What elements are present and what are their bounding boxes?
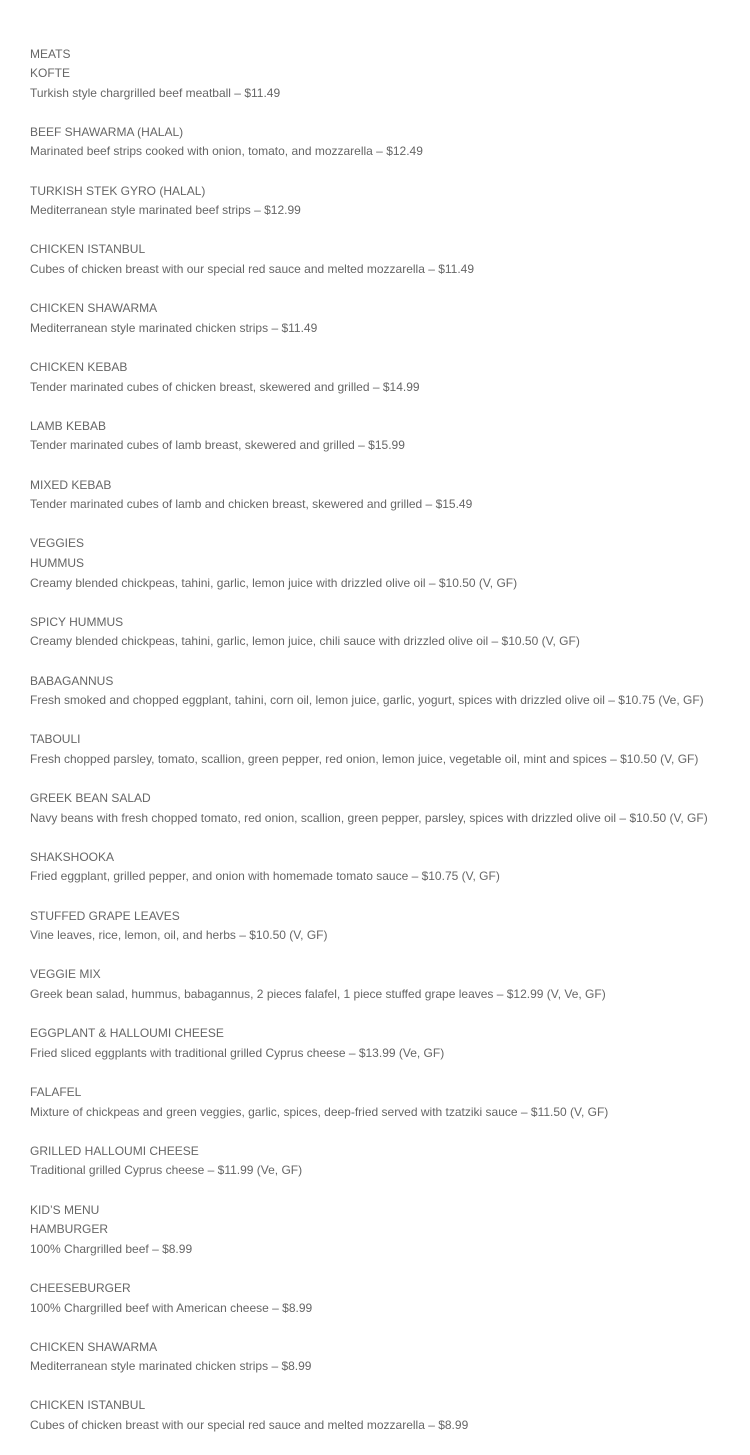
menu-item-description: Marinated beef strips cooked with onion, tomato, and mozzarella – $12.49 bbox=[30, 142, 730, 162]
menu-item bbox=[30, 358, 730, 397]
menu-item-description: 100% Chargrilled beef with American cheese – $8.99 bbox=[30, 1299, 730, 1319]
menu-item-name: TABOULI bbox=[30, 730, 730, 750]
menu-item-name: KOFTE bbox=[30, 64, 730, 84]
menu-item bbox=[30, 672, 730, 711]
menu-item bbox=[30, 789, 730, 828]
menu-item-description: Mixture of chickpeas and green veggies, garlic, spices, deep-fried served with tzatziki sauce – $11.50 (V, GF) bbox=[30, 1103, 730, 1123]
menu-item-name: GREEK BEAN SALAD bbox=[30, 789, 730, 809]
menu-item bbox=[30, 417, 730, 456]
menu-item-name: HAMBURGER bbox=[30, 1220, 730, 1240]
menu-item-description: Vine leaves, rice, lemon, oil, and herbs – $10.50 (V, GF) bbox=[30, 926, 730, 946]
menu-item-name: CHICKEN ISTANBUL bbox=[30, 240, 730, 260]
menu-item-name: LAMB KEBAB bbox=[30, 417, 730, 437]
menu-item-description: Mediterranean style marinated chicken strips – $8.99 bbox=[30, 1357, 730, 1377]
menu-item-list bbox=[30, 554, 730, 1181]
menu-item bbox=[30, 476, 730, 515]
menu-item bbox=[30, 182, 730, 221]
menu-content bbox=[30, 45, 730, 1455]
menu-item-name: CHICKEN KEBAB bbox=[30, 358, 730, 378]
menu-item-description: Tender marinated cubes of lamb and chicken breast, skewered and grilled – $15.49 bbox=[30, 495, 730, 515]
menu-item-list bbox=[30, 1220, 730, 1436]
menu-item bbox=[30, 554, 730, 593]
menu-item-name: CHEESEBURGER bbox=[30, 1279, 730, 1299]
menu-item-name: EGGPLANT & HALLOUMI CHEESE bbox=[30, 1024, 730, 1044]
menu-item bbox=[30, 730, 730, 769]
menu-item-description: Tender marinated cubes of chicken breast, skewered and grilled – $14.99 bbox=[30, 378, 730, 398]
menu-item-description: Tender marinated cubes of lamb breast, skewered and grilled – $15.99 bbox=[30, 436, 730, 456]
menu-item-description: Creamy blended chickpeas, tahini, garlic, lemon juice, chili sauce with drizzled olive oil – $10.50 (V, GF) bbox=[30, 632, 730, 652]
section-heading: MEATS bbox=[30, 45, 730, 65]
menu-item-name: CHICKEN ISTANBUL bbox=[30, 1396, 730, 1416]
menu-item-name: CHICKEN SHAWARMA bbox=[30, 1338, 730, 1358]
menu-item-name: GRILLED HALLOUMI CHEESE bbox=[30, 1142, 730, 1162]
menu-item-name: FALAFEL bbox=[30, 1083, 730, 1103]
menu-item-name: SHAKSHOOKA bbox=[30, 848, 730, 868]
menu-item bbox=[30, 907, 730, 946]
menu-item bbox=[30, 1396, 730, 1435]
menu-section bbox=[30, 534, 730, 1181]
menu-item bbox=[30, 965, 730, 1004]
menu-item-name: VEGGIE MIX bbox=[30, 965, 730, 985]
menu-item-name: SPICY HUMMUS bbox=[30, 613, 730, 633]
menu-item bbox=[30, 1024, 730, 1063]
menu-item bbox=[30, 64, 730, 103]
menu-item-description: Turkish style chargrilled beef meatball – $11.49 bbox=[30, 84, 730, 104]
menu-section bbox=[30, 1201, 730, 1436]
menu-item bbox=[30, 1279, 730, 1318]
menu-item-description: Fried sliced eggplants with traditional grilled Cyprus cheese – $13.99 (Ve, GF) bbox=[30, 1044, 730, 1064]
menu-item-description: Greek bean salad, hummus, babagannus, 2 pieces falafel, 1 piece stuffed grape leaves – $12.99 (V, Ve, GF) bbox=[30, 985, 730, 1005]
menu-item-description: Cubes of chicken breast with our special red sauce and melted mozzarella – $11.49 bbox=[30, 260, 730, 280]
menu-item bbox=[30, 240, 730, 279]
menu-item bbox=[30, 848, 730, 887]
menu-item-description: Fresh smoked and chopped eggplant, tahini, corn oil, lemon juice, garlic, yogurt, spices with drizzled olive oil – $10.75 (Ve, GF) bbox=[30, 691, 730, 711]
menu-item bbox=[30, 613, 730, 652]
section-heading: VEGGIES bbox=[30, 534, 730, 554]
menu-item bbox=[30, 123, 730, 162]
menu-item-description: Creamy blended chickpeas, tahini, garlic, lemon juice with drizzled olive oil – $10.50 (V, GF) bbox=[30, 574, 730, 594]
menu-item-description: Traditional grilled Cyprus cheese – $11.99 (Ve, GF) bbox=[30, 1161, 730, 1181]
menu-item-name: MIXED KEBAB bbox=[30, 476, 730, 496]
menu-item bbox=[30, 1220, 730, 1259]
menu-item-name: HUMMUS bbox=[30, 554, 730, 574]
menu-item-name: STUFFED GRAPE LEAVES bbox=[30, 907, 730, 927]
menu-item bbox=[30, 1142, 730, 1181]
menu-item-list bbox=[30, 64, 730, 515]
menu-item-name: CHICKEN SHAWARMA bbox=[30, 299, 730, 319]
menu-item-description: Cubes of chicken breast with our special red sauce and melted mozzarella – $8.99 bbox=[30, 1416, 730, 1436]
menu-section bbox=[30, 45, 730, 515]
menu-item-description: Mediterranean style marinated beef strips – $12.99 bbox=[30, 201, 730, 221]
menu-item-name: BEEF SHAWARMA (HALAL) bbox=[30, 123, 730, 143]
menu-item-description: Mediterranean style marinated chicken strips – $11.49 bbox=[30, 319, 730, 339]
menu-item-description: Fresh chopped parsley, tomato, scallion, green pepper, red onion, lemon juice, vegetable oil, mint and spices – $10.50 (V, GF) bbox=[30, 750, 730, 770]
menu-item-name: BABAGANNUS bbox=[30, 672, 730, 692]
menu-item bbox=[30, 1083, 730, 1122]
section-heading: KID’S MENU bbox=[30, 1201, 730, 1221]
menu-item-description: Fried eggplant, grilled pepper, and onion with homemade tomato sauce – $10.75 (V, GF) bbox=[30, 867, 730, 887]
menu-item bbox=[30, 299, 730, 338]
menu-item bbox=[30, 1338, 730, 1377]
menu-item-description: 100% Chargrilled beef – $8.99 bbox=[30, 1240, 730, 1260]
menu-item-name: TURKISH STEK GYRO (HALAL) bbox=[30, 182, 730, 202]
menu-item-description: Navy beans with fresh chopped tomato, red onion, scallion, green pepper, parsley, spices with drizzled olive oil – $10.50 (V, GF) bbox=[30, 809, 730, 829]
